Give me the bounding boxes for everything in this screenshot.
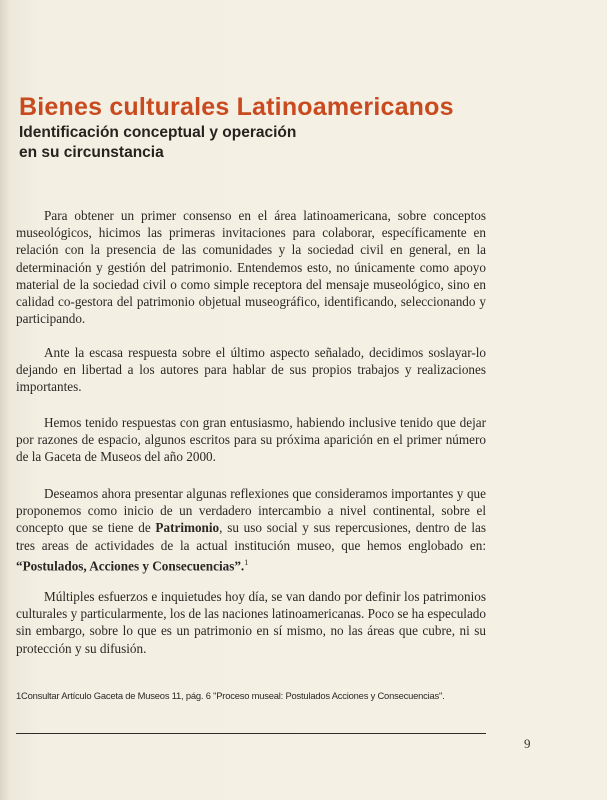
paragraph-4-text-b: , su uso social y sus repercusiones, dentro de las tres areas de actividades de la actual institución museo, que hemos englobado en: (16, 520, 486, 553)
paragraph-2: Ante la escasa respuesta sobre el último aspecto señalado, decidimos soslayar-lo dejando en libertad a los autores para hablar de sus propios trabajos y realizaciones importantes. (16, 345, 486, 395)
page-title: Bienes culturales Latinoamericanos (19, 93, 454, 121)
page-number: 9 (524, 736, 531, 751)
postulados-term: “Postulados, Acciones y Consecuencias”. (16, 558, 245, 574)
subtitle-line-1: Identificación conceptual y operación (19, 124, 297, 141)
page-subtitle (19, 123, 439, 163)
paragraph-3: Hemos tenido respuestas con gran entusiasmo, habiendo inclusive tenido que dejar por razones de espacio, algunos escritos para su próxima aparición en el primer número de la Gaceta de Museos del año 2000. (16, 415, 486, 465)
paragraph-5: Múltiples esfuerzos e inquietudes hoy día, se van dando por definir los patrimonios culturales y particularmente, los de las naciones latinoamericanas. Poco se ha especulado sin embargo, sobre lo que es un patrimonio en sí mismo, no las áreas que cubre, ni su protección y su difusión. (16, 589, 486, 656)
paragraph-4-text-a: Deseamos ahora presentar algunas reflexiones que consideramos importantes y que proponemos como inicio de un verdadero intercambio a nivel continental, sobre el concepto que se tiene de (16, 486, 486, 536)
patrimonio-term: Patrimonio (155, 520, 220, 536)
footnote: 1Consultar Artículo Gaceta de Museos 11, pág. 6 "Proceso museal: Postulados Acciones y Consecuencias". (16, 690, 445, 701)
paragraph-4 (16, 485, 486, 574)
subtitle-line-2: en su circunstancia (19, 144, 164, 161)
paragraph-1: Para obtener un primer consenso en el área latinoamericana, sobre conceptos museológicos, hicimos las primeras invitaciones para colaborar, específicamente en relación con la presencia de las comunidades y la sociedad civil en general, en la determinación y gestión del patrimonio. Entendemos esto, no únicamente como apoyo material de la sociedad civil o como simple receptora del mensaje museológico, sino en calidad co-gestora del patrimonio objetual museográfico, identificando, seleccionando y participando. (16, 208, 486, 327)
footnote-reference: 1 (244, 557, 249, 567)
footer-rule (16, 733, 486, 734)
